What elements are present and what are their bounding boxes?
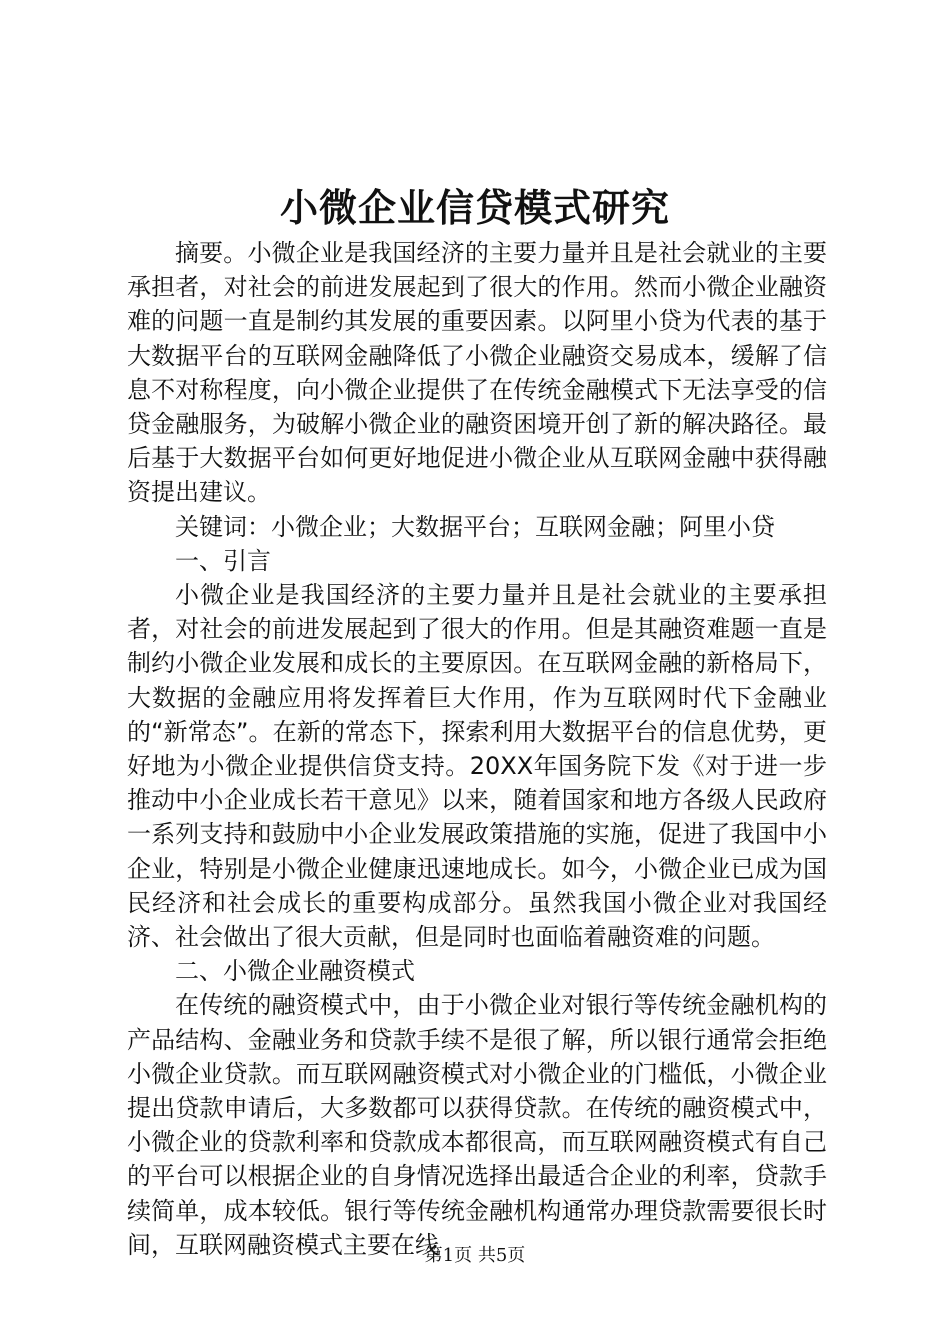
page-number-footer: 第1页 共5页 <box>424 1245 526 1266</box>
document-title: 小微企业信贷模式研究 <box>279 185 670 230</box>
section-heading-financing-models: 二、小微企业融资模式 <box>175 957 415 986</box>
keywords-line: 关键词：小微企业；大数据平台；互联网金融；阿里小贷 <box>175 512 775 541</box>
introduction-paragraph: 小微企业是我国经济的主要力量并且是社会就业的主要承担者，对社会的前进发展起到了很大的作用。但是其融资难题一直是制约小微企业发展和成长的主要原因。在互联网金融的新格局下，大数据的金融应用将发挥着巨大作用，作为互联网时代下金融业的“新常态”。在新的常态下，探索利用大数据平台的信息优势，更好地为小微企业提供信贷支持。20XX年国务院下发《对于进一步推动中小企业成长若干意见》以来，随着国家和地方各级人民政府一系列支持和鼓励中小企业发展政策措施的实施，促进了我国中小企业，特别是小微企业健康迅速地成长。如今，小微企业已成为国民经济和社会成长的重要构成部分。虽然我国小微企业对我国经济、社会做出了很大贡献，但是同时也面临着融资难的问题。 <box>127 581 827 952</box>
abstract-paragraph: 摘要。小微企业是我国经济的主要力量并且是社会就业的主要承担者，对社会的前进发展起到了很大的作用。然而小微企业融资难的问题一直是制约其发展的重要因素。以阿里小贷为代表的基于大数据平台的互联网金融降低了小微企业融资交易成本，缓解了信息不对称程度，向小微企业提供了在传统金融模式下无法享受的信贷金融服务，为破解小微企业的融资困境开创了新的解决路径。最后基于大数据平台如何更好地促进小微企业从互联网金融中获得融资提出建议。 <box>127 239 827 507</box>
section-heading-introduction: 一、引言 <box>175 546 271 575</box>
financing-models-paragraph: 在传统的融资模式中，由于小微企业对银行等传统金融机构的产品结构、金融业务和贷款手续不是很了解，所以银行通常会拒绝小微企业贷款。而互联网融资模式对小微企业的门槛低，小微企业提出贷款申请后，大多数都可以获得贷款。在传统的融资模式中，小微企业的贷款利率和贷款成本都很高，而互联网融资模式有自己的平台可以根据企业的自身情况选择出最适合企业的利率，贷款手续简单，成本较低。银行等传统金融机构通常办理贷款需要很长时间，互联网融资模式主要在线 <box>127 991 827 1259</box>
document-body <box>127 236 827 1262</box>
